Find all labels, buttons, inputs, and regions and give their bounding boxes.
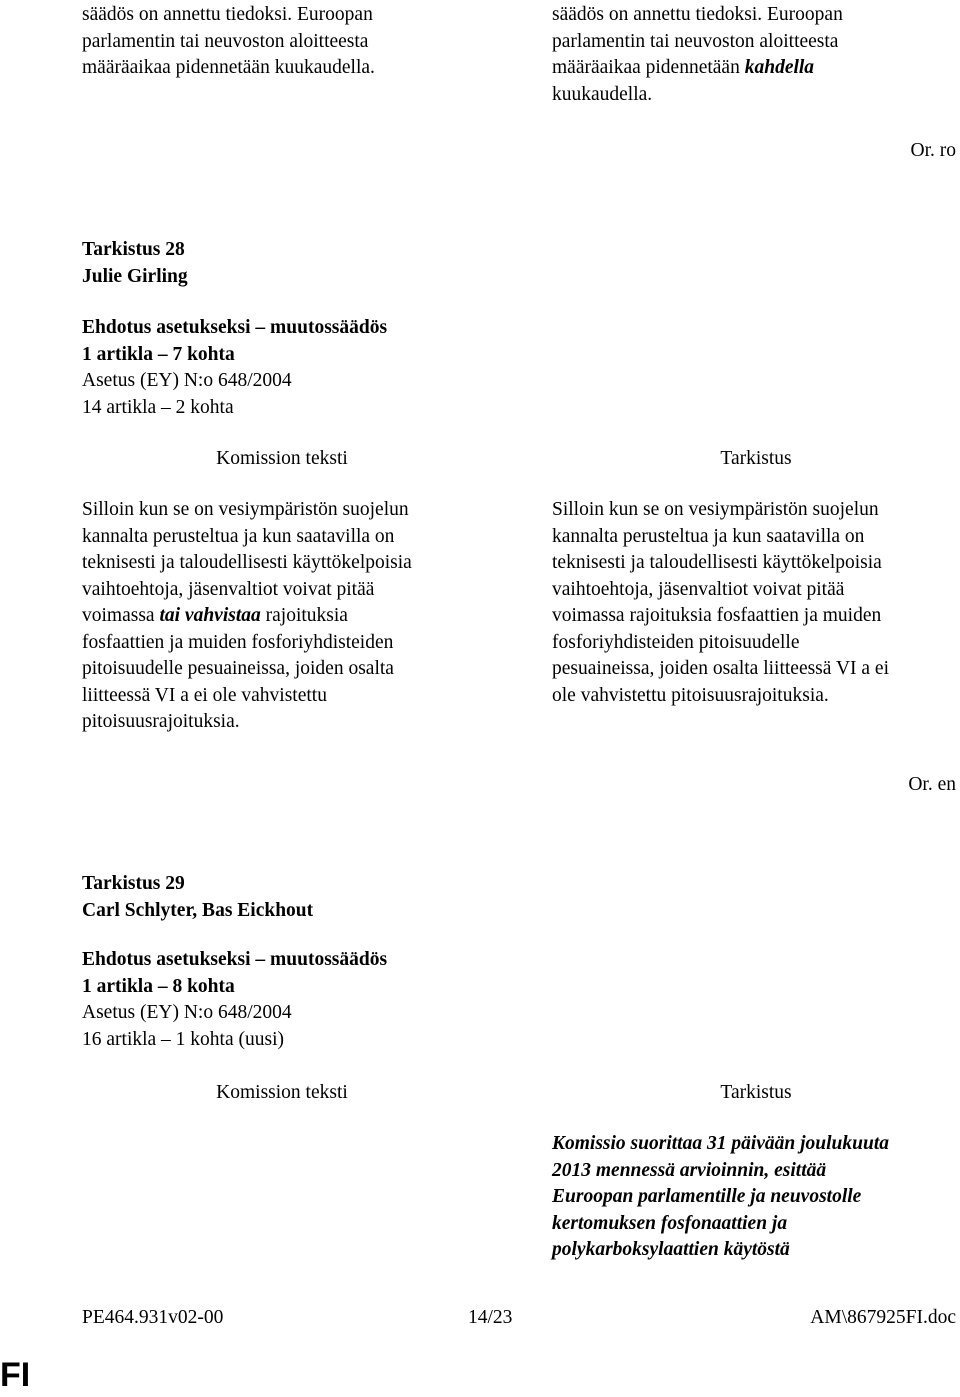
original-language-ro: Or. ro [910,140,956,161]
text-line: ole vahvistettu pitoisuusrajoituksia. [552,684,829,706]
text-line: polykarboksylaattien käytöstä [552,1239,790,1260]
text-line [552,55,960,82]
text-line: Silloin kun se on vesiympäristön suojelun [552,499,879,520]
article-ref: 1 artikla – 8 kohta [82,975,235,997]
text-line: säädös on annettu tiedoksi. Euroopan [82,4,373,25]
footer-doc-ref: PE464.931v02-00 [82,1307,224,1328]
amendment-author: Carl Schlyter, Bas Eickhout [82,899,314,921]
text-line: fosforiyhdisteiden pitoisuudelle [552,631,800,653]
paragraph-ref: 16 artikla – 1 kohta (uusi) [82,1028,284,1050]
footer-file-name: AM\867925FI.doc [810,1307,956,1328]
text-line: vaihtoehtoja, jäsenvaltiot voivat pitää [552,578,845,600]
amendment-text-29 [552,1131,960,1264]
text-line: 2013 mennessä arvioinnin, esittää [552,1159,827,1181]
proposal-title: Ehdotus asetukseksi – muutossäädös [82,949,388,970]
text-line: Silloin kun se on vesiympäristön suojelun [82,499,409,520]
column-head-amendment: Tarkistus [720,1082,792,1103]
text-line: pesuaineissa, joiden osalta liitteessä VI a ei [552,658,890,679]
amendment-29-reference [82,947,387,1053]
text-line: teknisesti ja taloudellisesti käyttökelpoisia [82,552,412,573]
regulation-ref: Asetus (EY) N:o 648/2004 [82,1002,292,1023]
commission-text-28 [82,497,502,736]
regulation-ref: Asetus (EY) N:o 648/2004 [82,370,292,391]
amendment-title: Tarkistus 28 [82,239,185,260]
footer-page-number: 14/23 [468,1307,513,1328]
amendment-author: Julie Girling [82,265,188,287]
text-run: voimassa [82,605,160,626]
column-head-amendment: Tarkistus [720,448,792,469]
top-right-text [552,2,960,108]
text-line: pitoisuudelle pesuaineissa, joiden osalta [82,658,394,679]
paragraph-ref: 14 artikla – 2 kohta [82,396,234,418]
text-line: kannalta perusteltua ja kun saatavilla on [552,525,865,547]
text-line: parlamentin tai neuvoston aloitteesta [552,30,839,52]
text-line [82,603,502,630]
amendment-29-header [82,871,313,924]
text-line: Euroopan parlamentille ja neuvostolle [552,1186,862,1207]
original-language-en: Or. en [908,774,956,795]
text-line: vaihtoehtoja, jäsenvaltiot voivat pitää [82,578,375,600]
text-line: liitteessä VI a ei ole vahvistettu [82,684,327,706]
amendment-text-28 [552,497,960,709]
emphasized-text: tai vahvistaa [159,605,261,626]
text-line: voimassa rajoituksia fosfaattien ja muiden [552,605,882,626]
text-line: teknisesti ja taloudellisesti käyttökelpoisia [552,552,882,573]
text-line: fosfaattien ja muiden fosforiyhdisteiden [82,631,394,653]
article-ref: 1 artikla – 7 kohta [82,343,235,365]
text-line: pitoisuusrajoituksia. [82,711,240,732]
text-line: kertomuksen fosfonaattien ja [552,1212,788,1234]
column-head-commission: Komission teksti [216,1082,348,1103]
text-line: määräaikaa pidennetään kuukaudella. [82,57,375,78]
proposal-title: Ehdotus asetukseksi – muutossäädös [82,317,388,338]
text-line: Komissio suorittaa 31 päivään joulukuuta [552,1133,890,1154]
emphasized-text: kahdella [744,57,815,78]
text-run: määräaikaa pidennetään [552,57,745,78]
amendment-28-header [82,237,188,290]
column-head-commission: Komission teksti [216,448,348,469]
amendment-title: Tarkistus 29 [82,873,185,894]
top-left-text [82,2,502,82]
language-code: FI [0,1356,31,1394]
text-run: rajoituksia [260,605,348,626]
text-line: parlamentin tai neuvoston aloitteesta [82,30,369,52]
text-line: säädös on annettu tiedoksi. Euroopan [552,4,843,25]
text-line: kannalta perusteltua ja kun saatavilla on [82,525,395,547]
amendment-28-reference [82,315,387,421]
text-line: kuukaudella. [552,83,653,105]
